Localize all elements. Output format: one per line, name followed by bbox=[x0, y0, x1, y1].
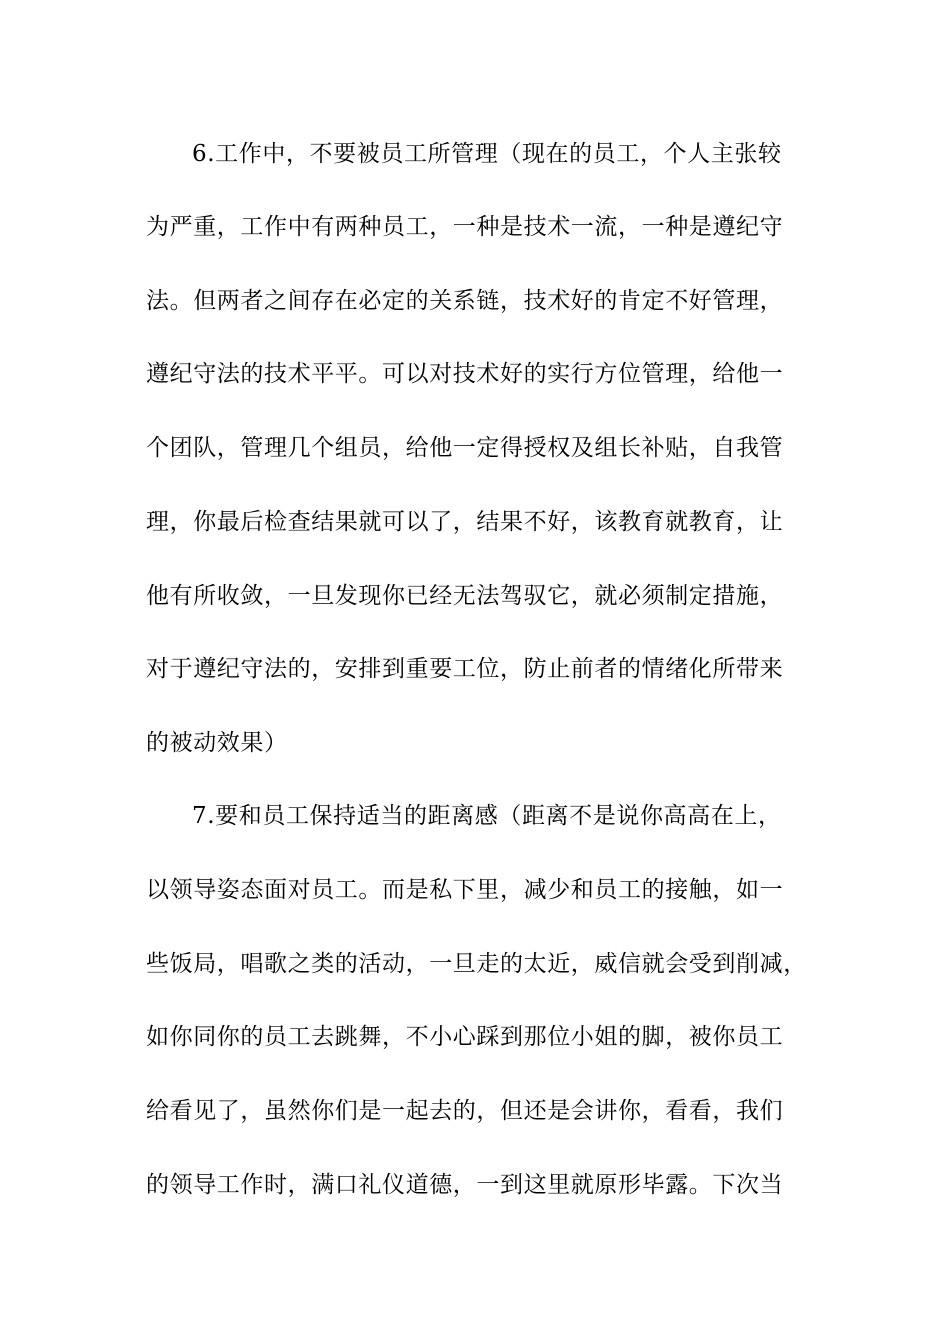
paragraph-7-line-6: 的领导工作时，满口礼仪道德，一到这里就原形毕露。下次当 bbox=[146, 1172, 784, 1198]
paragraph-6-line-8: 对于遵纪守法的，安排到重要工位，防止前者的情绪化所带来 bbox=[146, 656, 784, 682]
paragraph-7-line-2: 以领导姿态面对员工。而是私下里，减少和员工的接触，如一 bbox=[146, 877, 784, 903]
paragraph-6-line-5: 个团队，管理几个组员，给他一定得授权及组长补贴，自我管 bbox=[146, 435, 784, 461]
paragraph-7-line-1: 7.要和员工保持适当的距离感（距离不是说你高高在上， bbox=[192, 803, 782, 829]
paragraph-7-line-4: 如你同你的员工去跳舞，不小心踩到那位小姐的脚，被你员工 bbox=[146, 1024, 784, 1050]
paragraph-6-line-7: 他有所收敛，一旦发现你已经无法驾驭它，就必须制定措施， bbox=[146, 583, 784, 609]
paragraph-6-line-4: 遵纪守法的技术平平。可以对技术好的实行方位管理，给他一 bbox=[146, 361, 784, 387]
paragraph-6-line-3: 法。但两者之间存在必定的关系链，技术好的肯定不好管理， bbox=[146, 288, 784, 314]
paragraph-6-line-1: 6.工作中，不要被员工所管理（现在的员工，个人主张较 bbox=[192, 141, 782, 167]
paragraph-6-line-9: 的被动效果） bbox=[146, 730, 288, 756]
paragraph-6-line-6: 理，你最后检查结果就可以了，结果不好，该教育就教育，让 bbox=[146, 509, 784, 535]
paragraph-7-line-5: 给看见了，虽然你们是一起去的，但还是会讲你，看看，我们 bbox=[146, 1098, 784, 1124]
paragraph-6-line-2: 为严重，工作中有两种员工，一种是技术一流，一种是遵纪守 bbox=[146, 214, 784, 240]
paragraph-7-line-3: 些饭局，唱歌之类的活动，一旦走的太近，威信就会受到削减， bbox=[146, 951, 807, 977]
